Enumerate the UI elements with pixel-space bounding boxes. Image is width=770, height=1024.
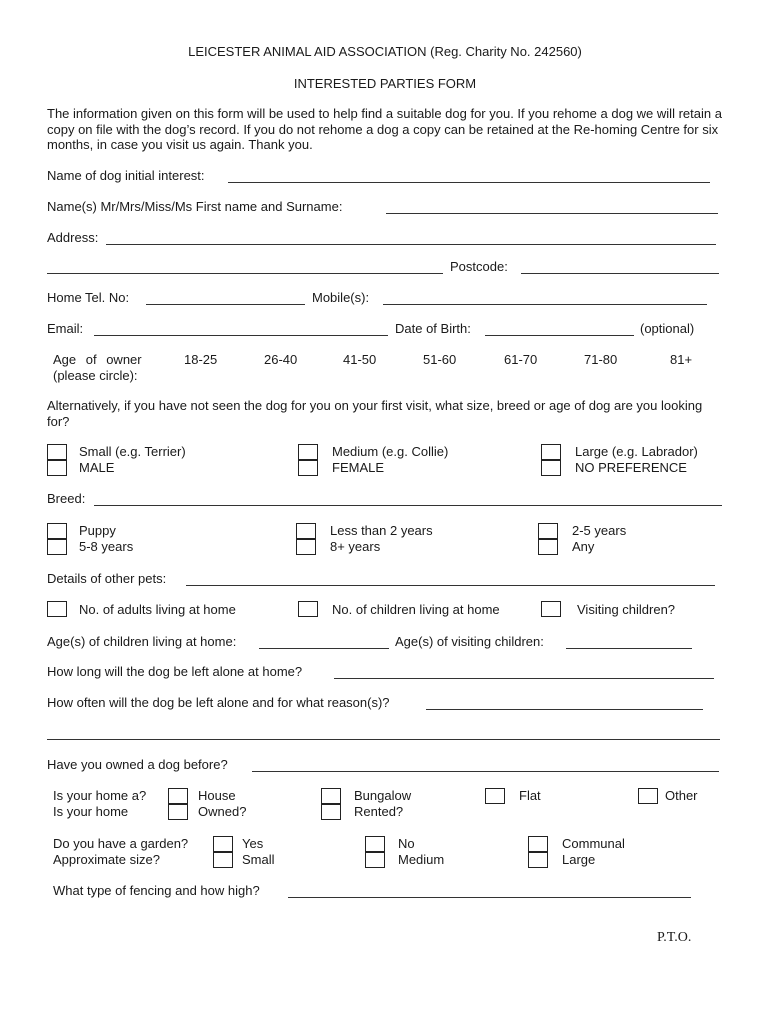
owned-before-field[interactable]	[252, 759, 719, 772]
less-than-2-label: Less than 2 years	[330, 523, 433, 538]
dog-name-field[interactable]	[228, 170, 710, 183]
flat-checkbox[interactable]	[485, 788, 505, 804]
house-label: House	[198, 788, 236, 803]
email-field[interactable]	[94, 323, 388, 336]
owned-before-label: Have you owned a dog before?	[47, 757, 228, 772]
bungalow-checkbox[interactable]	[321, 788, 341, 804]
visiting-children-checkbox[interactable]	[541, 601, 561, 617]
garden-size-label: Approximate size?	[53, 852, 160, 867]
2-5-years-label: 2-5 years	[572, 523, 627, 538]
age-range-26-40[interactable]: 26-40	[264, 352, 298, 367]
puppy-checkbox[interactable]	[47, 523, 67, 539]
optional-note: (optional)	[640, 321, 695, 336]
visiting-ages-field[interactable]	[566, 636, 692, 649]
garden-medium-checkbox[interactable]	[365, 852, 385, 868]
small-checkbox[interactable]	[47, 444, 67, 460]
large-checkbox[interactable]	[541, 444, 561, 460]
garden-small-label: Small	[242, 852, 275, 867]
garden-large-label: Large	[562, 852, 596, 867]
less-than-2-checkbox[interactable]	[296, 523, 316, 539]
pto-note: P.T.O.	[657, 930, 692, 945]
2-5-years-checkbox[interactable]	[538, 523, 558, 539]
rented-checkbox[interactable]	[321, 804, 341, 820]
children-ages-label: Age(s) of children living at home:	[47, 634, 237, 649]
mobile-label: Mobile(s):	[312, 290, 370, 305]
home-tel-label: Home Tel. No:	[47, 290, 130, 305]
dob-label: Date of Birth:	[395, 321, 471, 336]
owned-checkbox[interactable]	[168, 804, 188, 820]
alone-often-field[interactable]	[426, 697, 703, 710]
address-line2-field[interactable]	[47, 261, 443, 274]
organisation-heading: LEICESTER ANIMAL AID ASSOCIATION (Reg. Charity No. 242560)	[188, 44, 582, 59]
garden-communal-checkbox[interactable]	[528, 836, 548, 852]
male-checkbox[interactable]	[47, 460, 67, 476]
garden-small-checkbox[interactable]	[213, 852, 233, 868]
8-plus-label: 8+ years	[330, 539, 381, 554]
alone-long-field[interactable]	[334, 666, 714, 679]
garden-yes-label: Yes	[242, 836, 264, 851]
puppy-label: Puppy	[79, 523, 116, 538]
address-label: Address:	[47, 230, 99, 245]
small-label: Small (e.g. Terrier)	[79, 444, 186, 459]
names-label: Name(s) Mr/Mrs/Miss/Ms First name and Surname:	[47, 199, 343, 214]
fencing-field[interactable]	[288, 885, 691, 898]
visiting-children-label: Visiting children?	[577, 602, 676, 617]
home-tenure-label: Is your home	[53, 804, 129, 819]
dog-name-label: Name of dog initial interest:	[47, 168, 205, 183]
children-ages-field[interactable]	[259, 636, 389, 649]
garden-no-label: No	[398, 836, 415, 851]
age-range-51-60[interactable]: 51-60	[423, 352, 457, 367]
garden-no-checkbox[interactable]	[365, 836, 385, 852]
other-home-label: Other	[665, 788, 698, 803]
8-plus-checkbox[interactable]	[296, 539, 316, 555]
children-label: No. of children living at home	[332, 602, 500, 617]
any-age-label: Any	[572, 539, 595, 554]
intro-paragraph: The information given on this form will be used to help find a suitable dog for you. If you rehome a dog we will retain a copy on file with the dog’s record. If you do not rehome a dog a copy can be retained at the Re-homing Centre for six months, in case you visit us again. Thank you.	[47, 106, 722, 152]
postcode-label: Postcode:	[450, 259, 508, 274]
medium-checkbox[interactable]	[298, 444, 318, 460]
breed-label: Breed:	[47, 491, 86, 506]
alone-often-field-line2[interactable]	[47, 727, 720, 740]
other-pets-field[interactable]	[186, 573, 715, 586]
age-of-owner-label: Age of owner	[53, 352, 142, 367]
garden-large-checkbox[interactable]	[528, 852, 548, 868]
male-label: MALE	[79, 460, 115, 475]
flat-label: Flat	[519, 788, 541, 803]
mobile-field[interactable]	[383, 292, 707, 305]
garden-communal-label: Communal	[562, 836, 625, 851]
alone-long-label: How long will the dog be left alone at home?	[47, 664, 303, 679]
owned-label: Owned?	[198, 804, 247, 819]
female-checkbox[interactable]	[298, 460, 318, 476]
adults-checkbox[interactable]	[47, 601, 67, 617]
rented-label: Rented?	[354, 804, 404, 819]
age-range-18-25[interactable]: 18-25	[184, 352, 218, 367]
visiting-ages-label: Age(s) of visiting children:	[395, 634, 544, 649]
email-label: Email:	[47, 321, 84, 336]
dob-field[interactable]	[485, 323, 634, 336]
alone-often-label: How often will the dog be left alone and for what reason(s)?	[47, 695, 390, 710]
adults-label: No. of adults living at home	[79, 602, 236, 617]
home-type-label: Is your home a?	[53, 788, 147, 803]
house-checkbox[interactable]	[168, 788, 188, 804]
home-tel-field[interactable]	[146, 292, 305, 305]
garden-medium-label: Medium	[398, 852, 445, 867]
form-title: INTERESTED PARTIES FORM	[293, 76, 477, 91]
any-age-checkbox[interactable]	[538, 539, 558, 555]
breed-field[interactable]	[94, 493, 722, 506]
medium-label: Medium (e.g. Collie)	[332, 444, 449, 459]
female-label: FEMALE	[332, 460, 385, 475]
postcode-field[interactable]	[521, 261, 719, 274]
age-range-71-80[interactable]: 71-80	[584, 352, 618, 367]
age-range-61-70[interactable]: 61-70	[504, 352, 538, 367]
address-field[interactable]	[106, 232, 716, 245]
garden-yes-checkbox[interactable]	[213, 836, 233, 852]
alternative-question: Alternatively, if you have not seen the dog for you on your first visit, what size, breed or age of dog are you looking for?	[47, 398, 703, 429]
names-field[interactable]	[386, 201, 718, 214]
5-8-years-checkbox[interactable]	[47, 539, 67, 555]
garden-label: Do you have a garden?	[53, 836, 189, 851]
other-home-checkbox[interactable]	[638, 788, 658, 804]
5-8-years-label: 5-8 years	[79, 539, 134, 554]
bungalow-label: Bungalow	[354, 788, 412, 803]
no-preference-label: NO PREFERENCE	[575, 460, 687, 475]
please-circle-label: (please circle):	[53, 368, 138, 383]
children-checkbox[interactable]	[298, 601, 318, 617]
other-pets-label: Details of other pets:	[47, 571, 167, 586]
large-label: Large (e.g. Labrador)	[575, 444, 698, 459]
fencing-label: What type of fencing and how high?	[53, 883, 260, 898]
age-range-41-50[interactable]: 41-50	[343, 352, 377, 367]
age-range-81-plus[interactable]: 81+	[670, 352, 693, 367]
no-preference-checkbox[interactable]	[541, 460, 561, 476]
